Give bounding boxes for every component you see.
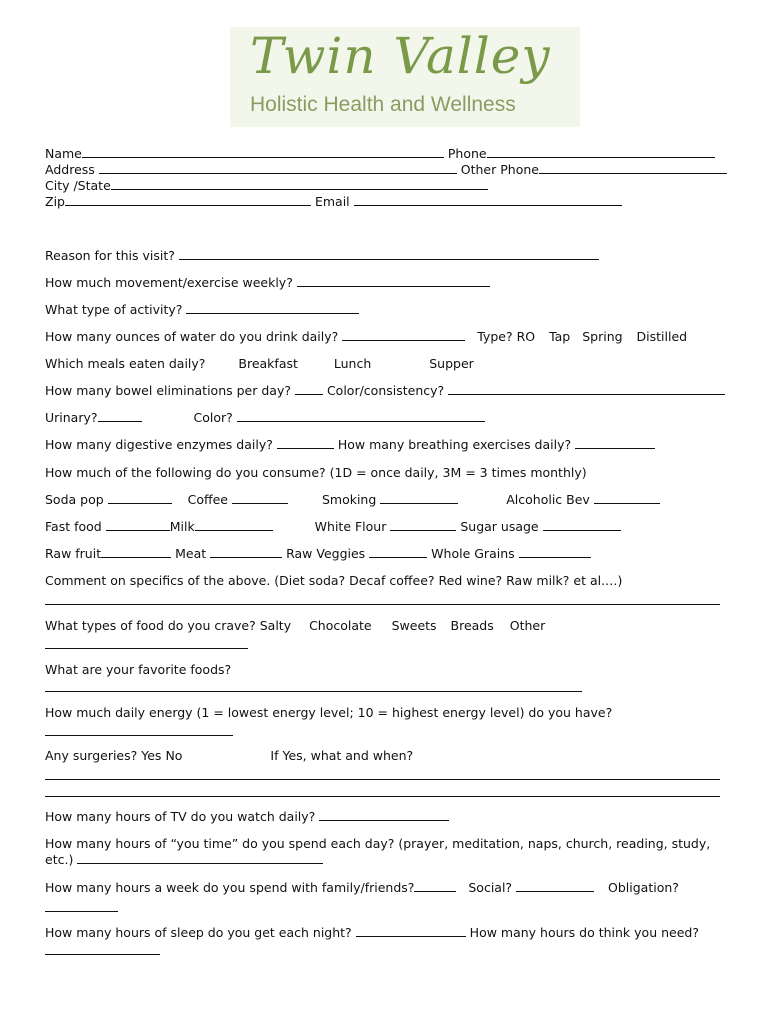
soda-field[interactable] bbox=[108, 492, 172, 504]
meals-row bbox=[45, 356, 474, 371]
address-label: Address bbox=[45, 162, 95, 177]
consume-row-1 bbox=[45, 492, 660, 507]
coffee-label: Coffee bbox=[187, 492, 228, 507]
movement-label: How much movement/exercise weekly? bbox=[45, 275, 293, 290]
water-option-ro[interactable]: RO bbox=[516, 329, 536, 344]
zip-label: Zip bbox=[45, 194, 65, 209]
coffee-field[interactable] bbox=[232, 492, 288, 504]
favorite-field[interactable] bbox=[45, 691, 582, 692]
surgeries-option-no[interactable]: No bbox=[165, 748, 183, 763]
sleep-label: How many hours of sleep do you get each night? bbox=[45, 925, 352, 940]
surgeries-label: Any surgeries? bbox=[45, 748, 138, 763]
youtime-field[interactable] bbox=[77, 852, 323, 864]
milk-field[interactable] bbox=[195, 519, 273, 531]
family-field[interactable] bbox=[414, 880, 456, 892]
family-row bbox=[45, 880, 679, 895]
consume-heading: How much of the following do you consume? (1D = once daily, 3M = 3 times monthly) bbox=[45, 465, 587, 480]
milk-label: Milk bbox=[169, 519, 195, 534]
water-option-tap[interactable]: Tap bbox=[549, 329, 571, 344]
consume-row-3 bbox=[45, 546, 591, 561]
bowel-label: How many bowel eliminations per day? bbox=[45, 383, 291, 398]
breathing-field[interactable] bbox=[575, 437, 655, 449]
meat-field[interactable] bbox=[210, 546, 282, 558]
family-label: How many hours a week do you spend with family/friends? bbox=[45, 880, 415, 895]
surgeries-field-1[interactable] bbox=[45, 779, 720, 780]
activity-field[interactable] bbox=[186, 302, 359, 314]
bowel-field[interactable] bbox=[295, 383, 323, 395]
alcohol-field[interactable] bbox=[594, 492, 660, 504]
name-label: Name bbox=[45, 146, 82, 161]
email-field[interactable] bbox=[354, 194, 622, 206]
crave-option-chocolate[interactable]: Chocolate bbox=[309, 618, 372, 633]
city-state-label: City /State bbox=[45, 178, 111, 193]
color-consistency-label: Color/consistency? bbox=[326, 383, 445, 398]
crave-option-other[interactable]: Other bbox=[509, 618, 546, 633]
zip-row bbox=[45, 194, 622, 209]
reason-field[interactable] bbox=[179, 248, 599, 260]
energy-field[interactable] bbox=[45, 735, 233, 736]
surgeries-row bbox=[45, 748, 413, 763]
other-phone-label: Other Phone bbox=[460, 162, 539, 177]
wholegrains-field[interactable] bbox=[519, 546, 591, 558]
tv-row bbox=[45, 809, 449, 824]
reason-row bbox=[45, 248, 599, 263]
fastfood-label: Fast food bbox=[45, 519, 102, 534]
urinary-label: Urinary? bbox=[45, 410, 98, 425]
youtime-label-1: How many hours of “you time” do you spend each day? (prayer, meditation, naps, church, reading, study, bbox=[45, 836, 711, 851]
bowel-row bbox=[45, 383, 725, 398]
logo-subtitle: Holistic Health and Wellness bbox=[250, 93, 516, 116]
crave-other-field[interactable] bbox=[45, 648, 248, 649]
fastfood-field[interactable] bbox=[106, 519, 170, 531]
activity-row bbox=[45, 302, 359, 317]
name-field[interactable] bbox=[82, 146, 444, 158]
comment-field[interactable] bbox=[45, 604, 720, 605]
enzymes-field[interactable] bbox=[277, 437, 334, 449]
social-label: Social? bbox=[468, 880, 513, 895]
meat-label: Meat bbox=[175, 546, 207, 561]
crave-label: What types of food do you crave? bbox=[45, 618, 256, 633]
movement-row bbox=[45, 275, 490, 290]
logo bbox=[230, 27, 580, 127]
meals-label: Which meals eaten daily? bbox=[45, 356, 206, 371]
email-label: Email bbox=[314, 194, 350, 209]
surgeries-option-yes[interactable]: Yes bbox=[141, 748, 162, 763]
sleep-need-field[interactable] bbox=[45, 954, 160, 955]
sleep-row bbox=[45, 925, 699, 940]
obligation-label: Obligation? bbox=[608, 880, 679, 895]
zip-field[interactable] bbox=[65, 194, 311, 206]
smoking-label: Smoking bbox=[321, 492, 377, 507]
consume-row-2 bbox=[45, 519, 621, 534]
rawfruit-field[interactable] bbox=[101, 546, 171, 558]
water-field[interactable] bbox=[342, 329, 465, 341]
youtime-label-2: etc.) bbox=[45, 852, 74, 867]
water-option-distilled[interactable]: Distilled bbox=[636, 329, 688, 344]
sleep-need-label: How many hours do think you need? bbox=[469, 925, 699, 940]
whiteflour-label: White Flour bbox=[314, 519, 387, 534]
tv-label: How many hours of TV do you watch daily? bbox=[45, 809, 316, 824]
address-row bbox=[45, 162, 727, 177]
enzymes-row bbox=[45, 437, 655, 452]
meal-option-lunch[interactable]: Lunch bbox=[333, 356, 372, 371]
surgeries-field-2[interactable] bbox=[45, 796, 720, 797]
water-label: How many ounces of water do you drink daily? bbox=[45, 329, 339, 344]
city-row bbox=[45, 178, 488, 193]
other-phone-field[interactable] bbox=[539, 162, 727, 174]
rawfruit-label: Raw fruit bbox=[45, 546, 102, 561]
crave-option-salty[interactable]: Salty bbox=[259, 618, 292, 633]
city-state-field[interactable] bbox=[111, 178, 488, 190]
social-field[interactable] bbox=[516, 880, 594, 892]
comment-label: Comment on specifics of the above. (Diet soda? Decaf coffee? Red wine? Raw milk? et al.…) bbox=[45, 573, 623, 588]
crave-option-breads[interactable]: Breads bbox=[450, 618, 494, 633]
enzymes-label: How many digestive enzymes daily? bbox=[45, 437, 273, 452]
phone-field[interactable] bbox=[487, 146, 715, 158]
crave-row bbox=[45, 618, 545, 633]
meal-option-breakfast[interactable]: Breakfast bbox=[238, 356, 298, 371]
water-option-spring[interactable]: Spring bbox=[582, 329, 623, 344]
logo-script-text: Twin Valley bbox=[250, 27, 551, 85]
energy-label: How much daily energy (1 = lowest energy level; 10 = highest energy level) do you have? bbox=[45, 705, 613, 720]
wholegrains-label: Whole Grains bbox=[431, 546, 515, 561]
water-type-label: Type? bbox=[477, 329, 513, 344]
reason-label: Reason for this visit? bbox=[45, 248, 175, 263]
smoking-field[interactable] bbox=[380, 492, 458, 504]
soda-label: Soda pop bbox=[45, 492, 104, 507]
water-row bbox=[45, 329, 687, 344]
breathing-label: How many breathing exercises daily? bbox=[337, 437, 572, 452]
color-consistency-field[interactable] bbox=[448, 383, 725, 395]
urinary-field[interactable] bbox=[98, 410, 142, 422]
sleep-field[interactable] bbox=[356, 925, 466, 937]
obligation-field[interactable] bbox=[45, 911, 118, 912]
youtime-row-2 bbox=[45, 852, 323, 867]
rawveggies-field[interactable] bbox=[369, 546, 427, 558]
sugar-field[interactable] bbox=[543, 519, 621, 531]
urinary-row bbox=[45, 410, 485, 425]
name-row bbox=[45, 146, 715, 161]
activity-label: What type of activity? bbox=[45, 302, 183, 317]
sugar-label: Sugar usage bbox=[460, 519, 539, 534]
crave-option-sweets[interactable]: Sweets bbox=[391, 618, 437, 633]
phone-label: Phone bbox=[447, 146, 487, 161]
rawveggies-label: Raw Veggies bbox=[286, 546, 366, 561]
tv-field[interactable] bbox=[319, 809, 449, 821]
meal-option-supper[interactable]: Supper bbox=[429, 356, 474, 371]
address-field[interactable] bbox=[99, 162, 457, 174]
whiteflour-field[interactable] bbox=[390, 519, 456, 531]
urine-color-field[interactable] bbox=[237, 410, 485, 422]
favorite-label: What are your favorite foods? bbox=[45, 662, 232, 677]
alcohol-label: Alcoholic Bev bbox=[506, 492, 590, 507]
movement-field[interactable] bbox=[297, 275, 490, 287]
urine-color-label: Color? bbox=[193, 410, 233, 425]
ifyes-label: If Yes, what and when? bbox=[270, 748, 414, 763]
